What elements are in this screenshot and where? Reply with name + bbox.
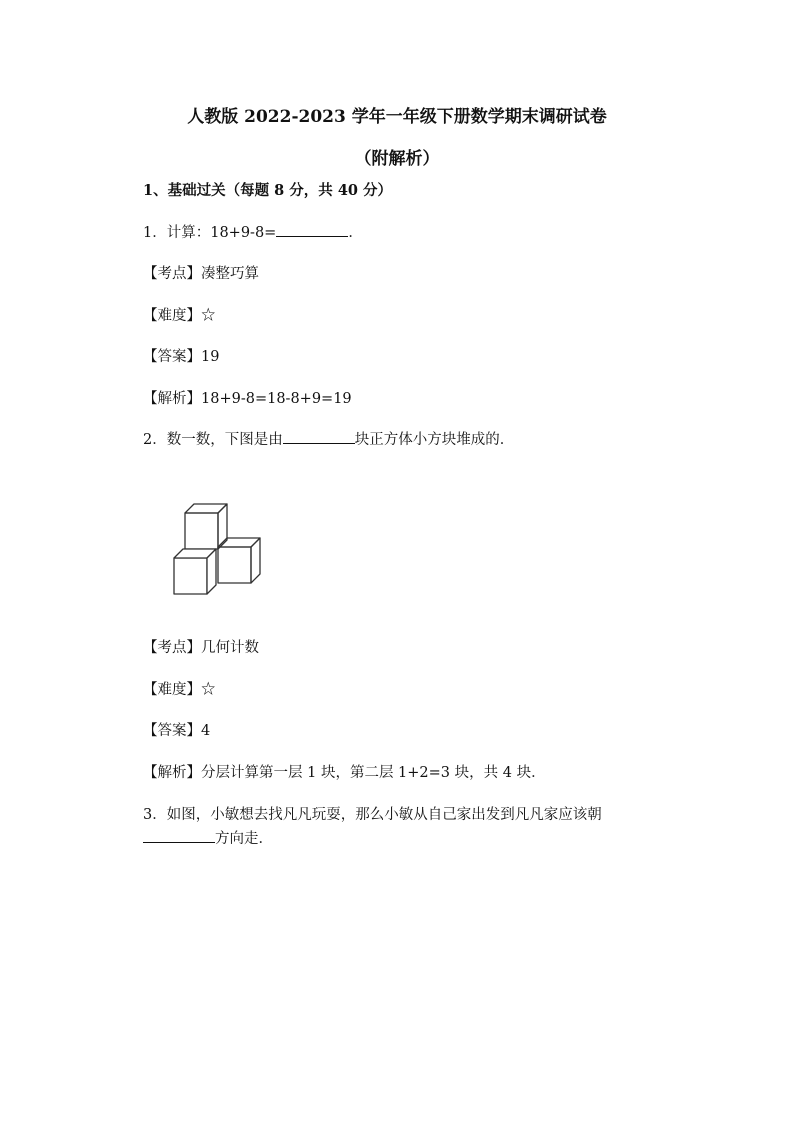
page-subtitle: （附解析） bbox=[354, 149, 440, 169]
question-1-text: 1．计算：18+9-8= bbox=[143, 225, 277, 241]
q1-daan: 【答案】19 bbox=[143, 349, 220, 365]
answer-blank-3[interactable] bbox=[143, 830, 215, 843]
question-1-end: ． bbox=[348, 225, 363, 241]
question-2 bbox=[143, 430, 514, 450]
q2-kaodian: 【考点】几何计数 bbox=[143, 640, 259, 656]
q1-nandu: 【难度】☆ bbox=[143, 308, 216, 324]
q2-jiexi: 【解析】分层计算第一层 1 块，第二层 1+2=3 块，共 4 块． bbox=[143, 765, 546, 781]
q2-nandu: 【难度】☆ bbox=[143, 682, 216, 698]
q1-kaodian: 【考点】凑整巧算 bbox=[143, 266, 259, 282]
question-3-line1: 3．如图，小敏想去找凡凡玩耍，那么小敏从自己家出发到凡凡家应该朝 bbox=[143, 807, 602, 823]
answer-blank-2[interactable] bbox=[283, 431, 355, 444]
cube-bottom-right bbox=[218, 538, 260, 583]
answer-blank-1[interactable] bbox=[276, 224, 348, 237]
cube-top bbox=[185, 504, 227, 549]
q2-daan: 【答案】4 bbox=[143, 723, 211, 739]
page-title: 人教版 2022-2023 学年一年级下册数学期末调研试卷 bbox=[187, 107, 607, 127]
section-heading: 1、基础过关（每题 8 分，共 40 分） bbox=[143, 182, 393, 199]
question-2-text-end: 块正方体小方块堆成的． bbox=[354, 432, 515, 448]
cube-bottom-left bbox=[174, 549, 216, 594]
question-2-text-start: 2．数一数，下图是由 bbox=[143, 432, 283, 448]
question-1 bbox=[143, 223, 363, 243]
q1-jiexi: 【解析】18+9-8=18-8+9=19 bbox=[143, 391, 352, 407]
stacked-cubes-figure bbox=[168, 497, 268, 597]
question-3-text-end: 方向走． bbox=[215, 831, 273, 847]
question-3-line2 bbox=[143, 829, 273, 849]
